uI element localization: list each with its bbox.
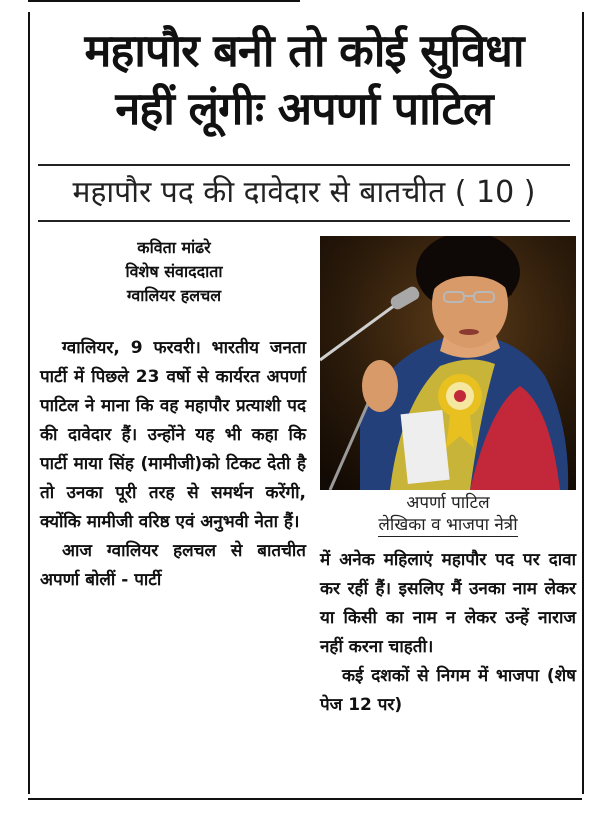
paragraph: कई दशकों से निगम में भाजपा (शेष पेज 12 पर) (320, 666, 576, 715)
paragraph: में अनेक महिलाएं महापौर पद पर दावा कर रहीं हैं। इसलिए मैं उनका नाम लेकर या किसी का नाम न लेकर उन्हें नाराज नहीं करना चाहती। (320, 550, 576, 657)
byline-publication: ग्वालियर हलचल (126, 286, 222, 305)
byline-designation: विशेष संवाददाता (125, 262, 223, 281)
subheadline-bottom-rule (38, 220, 570, 222)
photo-caption (320, 492, 576, 537)
article-column-2 (320, 546, 576, 720)
paragraph: आज ग्वालियर हलचल से बातचीत अपर्णा बोलीं - पार्टी (40, 541, 306, 590)
subheadline-top-rule (38, 164, 570, 166)
article-column-1 (40, 334, 306, 595)
headline-line-1: महापौर बनी तो कोई सुविधा (84, 24, 524, 77)
paragraph: ग्वालियर, 9 फरवरी। भारतीय जनता पार्टी में पिछले 23 वर्षो से कार्यरत अपर्णा पाटिल ने माना कि वह महापौर प्रत्याशी पद की दावेदार हैं। उन्होंने यह भी कहा कि पार्टी माया सिंह (मामीजी)को टिकट देती है तो उनका पूरी तरह से समर्थन करेंगी, क्योंकि मामीजी वरिष्ठ एवं अनुभवी नेता हैं। (40, 338, 306, 532)
headline (36, 22, 572, 138)
byline (38, 236, 310, 308)
bottom-rule (28, 798, 582, 800)
caption-name: अपर्णा पाटिल (406, 493, 490, 513)
headline-line-2: नहीं लूंगीः अपर्णा पाटिल (115, 82, 493, 135)
subheadline: महापौर पद की दावेदार से बातचीत ( 10 ) (72, 175, 536, 210)
caption-description: लेखिका व भाजपा नेत्री (378, 515, 518, 535)
portrait-illustration (320, 236, 576, 490)
portrait-photo (320, 236, 576, 490)
byline-author: कविता मांढरे (137, 238, 211, 257)
top-cut-box (28, 0, 300, 2)
